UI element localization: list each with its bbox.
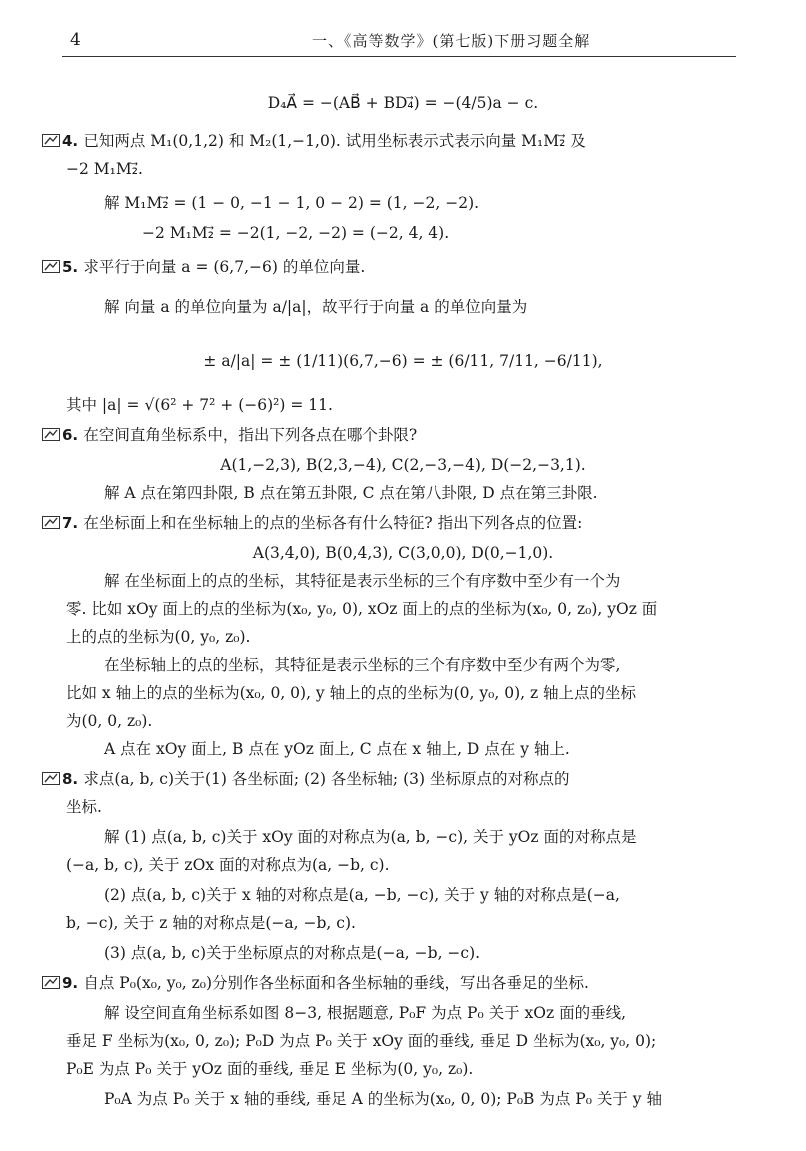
line-text: 为(0, 0, z₀). (66, 712, 153, 730)
problem-statement (42, 512, 582, 534)
text-line (104, 570, 620, 592)
line-text: (3) 点(a, b, c)关于坐标原点的对称点是(−a, −b, −c). (104, 944, 481, 962)
text-line (66, 854, 390, 876)
line-text: 坐标. (66, 798, 102, 816)
line-text: −2 M₁M₂⃗. (66, 160, 143, 178)
text-line (66, 1058, 473, 1080)
text-line (66, 598, 657, 620)
exercise-marker-icon (42, 131, 60, 144)
text-line (104, 942, 480, 964)
exercise-marker-icon (42, 257, 60, 270)
problem-statement (42, 424, 417, 446)
line-text: 在坐标面上和在坐标轴上的点的坐标各有什么特征? 指出下列各点的位置: (83, 514, 583, 532)
text-line (0, 454, 806, 476)
text-line (104, 1088, 662, 1110)
problem-number: 5. (62, 258, 84, 276)
text-line (66, 158, 143, 180)
line-text: b, −c), 关于 z 轴的对称点是(−a, −b, c). (66, 914, 356, 932)
exercise-marker-icon (42, 425, 60, 438)
line-text: P₀A 为点 P₀ 关于 x 轴的垂线, 垂足 A 的坐标为(x₀, 0, 0); P₀B 为点 P₀ 关于 y 轴 (104, 1090, 662, 1108)
line-text: 在坐标轴上的点的坐标，其特征是表示坐标的三个有序数中至少有两个为零, (104, 656, 621, 674)
text-line (104, 482, 598, 504)
text-line (66, 394, 333, 416)
line-text: ± a/|a| = ± (1/11)(6,7,−6) = ± (6/11, 7/11, −6/11), (203, 352, 603, 370)
text-line (104, 1002, 626, 1024)
exercise-marker-icon (42, 769, 60, 782)
exercise-marker-icon (42, 973, 60, 986)
line-text: A 点在 xOy 面上, B 点在 yOz 面上, C 点在 x 轴上, D 点在 y 轴上. (104, 740, 570, 758)
text-line (104, 738, 570, 760)
line-text: −2 M₁M₂⃗ = −2(1, −2, −2) = (−2, 4, 4). (142, 224, 450, 242)
text-line (0, 350, 806, 372)
problem-statement (42, 768, 569, 790)
line-text: 解 设空间直角坐标系如图 8−3, 根据题意, P₀F 为点 P₀ 关于 xOz 面的垂线, (104, 1004, 626, 1022)
exercise-marker-icon (42, 513, 60, 526)
text-line (66, 710, 152, 732)
text-line (0, 92, 806, 114)
line-text: 零. 比如 xOy 面上的点的坐标为(x₀, y₀, 0), xOz 面上的点的坐标为(x₀, 0, z₀), yOz 面 (66, 600, 658, 618)
text-line (104, 826, 637, 848)
line-text: 求点(a, b, c)关于(1) 各坐标面; (2) 各坐标轴; (3) 坐标原点的对称点的 (83, 770, 570, 788)
line-text: 在空间直角坐标系中，指出下列各点在哪个卦限? (83, 426, 418, 444)
line-text: A(1,−2,3), B(2,3,−4), C(2,−3,−4), D(−2,−3,1). (220, 456, 586, 474)
running-header (62, 28, 736, 57)
problem-statement (42, 972, 589, 994)
text-line (104, 884, 620, 906)
text-line (66, 1030, 656, 1052)
line-text: 自点 P₀(x₀, y₀, z₀)分别作各坐标面和各坐标轴的垂线，写出各垂足的坐标. (83, 974, 589, 992)
line-text: 比如 x 轴上的点的坐标为(x₀, 0, 0), y 轴上的点的坐标为(0, y₀, 0), z 轴上点的坐标 (66, 684, 637, 702)
line-text: 解 A 点在第四卦限, B 点在第五卦限, C 点在第八卦限, D 点在第三卦限. (104, 484, 598, 502)
line-text: 解 向量 a 的单位向量为 a/|a|，故平行于向量 a 的单位向量为 (104, 298, 528, 316)
text-line (142, 222, 449, 244)
page-number: 4 (70, 30, 81, 50)
problem-number: 9. (62, 974, 84, 992)
line-text: A(3,4,0), B(0,4,3), C(3,0,0), D(0,−1,0). (252, 544, 554, 562)
line-text: 求平行于向量 a = (6,7,−6) 的单位向量. (83, 258, 366, 276)
problem-number: 4. (62, 132, 84, 150)
line-text: 解 在坐标面上的点的坐标，其特征是表示坐标的三个有序数中至少有一个为 (104, 572, 621, 590)
problem-statement (42, 130, 586, 152)
line-text: 其中 |a| = √(6² + 7² + (−6)²) = 11. (66, 396, 333, 414)
text-line (66, 682, 636, 704)
problem-number: 8. (62, 770, 84, 788)
problem-number: 6. (62, 426, 84, 444)
text-line (104, 296, 527, 318)
text-line (0, 542, 806, 564)
problem-statement (42, 256, 365, 278)
problem-number: 7. (62, 514, 84, 532)
line-text: 解 M₁M₂⃗ = (1 − 0, −1 − 1, 0 − 2) = (1, −2, −2). (104, 194, 480, 212)
line-text: 已知两点 M₁(0,1,2) 和 M₂(1,−1,0). 试用坐标表示式表示向量 M₁M₂⃗ 及 (83, 132, 586, 150)
line-text: P₀E 为点 P₀ 关于 yOz 面的垂线, 垂足 E 坐标为(0, y₀, z₀). (66, 1060, 474, 1078)
text-line (66, 626, 250, 648)
text-line (66, 912, 356, 934)
line-text: 解 (1) 点(a, b, c)关于 xOy 面的对称点为(a, b, −c), 关于 yOz 面的对称点是 (104, 828, 637, 846)
text-line (104, 654, 620, 676)
line-text: (2) 点(a, b, c)关于 x 轴的对称点是(a, −b, −c), 关于 y 轴的对称点是(−a, (104, 886, 620, 904)
text-line (104, 192, 479, 214)
text-line (66, 796, 102, 818)
line-text: (−a, b, c), 关于 zOx 面的对称点为(a, −b, c). (66, 856, 390, 874)
line-text: 上的点的坐标为(0, y₀, z₀). (66, 628, 251, 646)
line-text: D₄A⃗ = −(AB⃗ + BD₄⃗) = −(4/5)a − c. (267, 94, 539, 112)
line-text: 垂足 F 坐标为(x₀, 0, z₀); P₀D 为点 P₀ 关于 xOy 面的垂线, 垂足 D 坐标为(x₀, y₀, 0); (66, 1032, 657, 1050)
running-title: 一、《高等数学》(第七版)下册习题全解 (312, 32, 591, 50)
